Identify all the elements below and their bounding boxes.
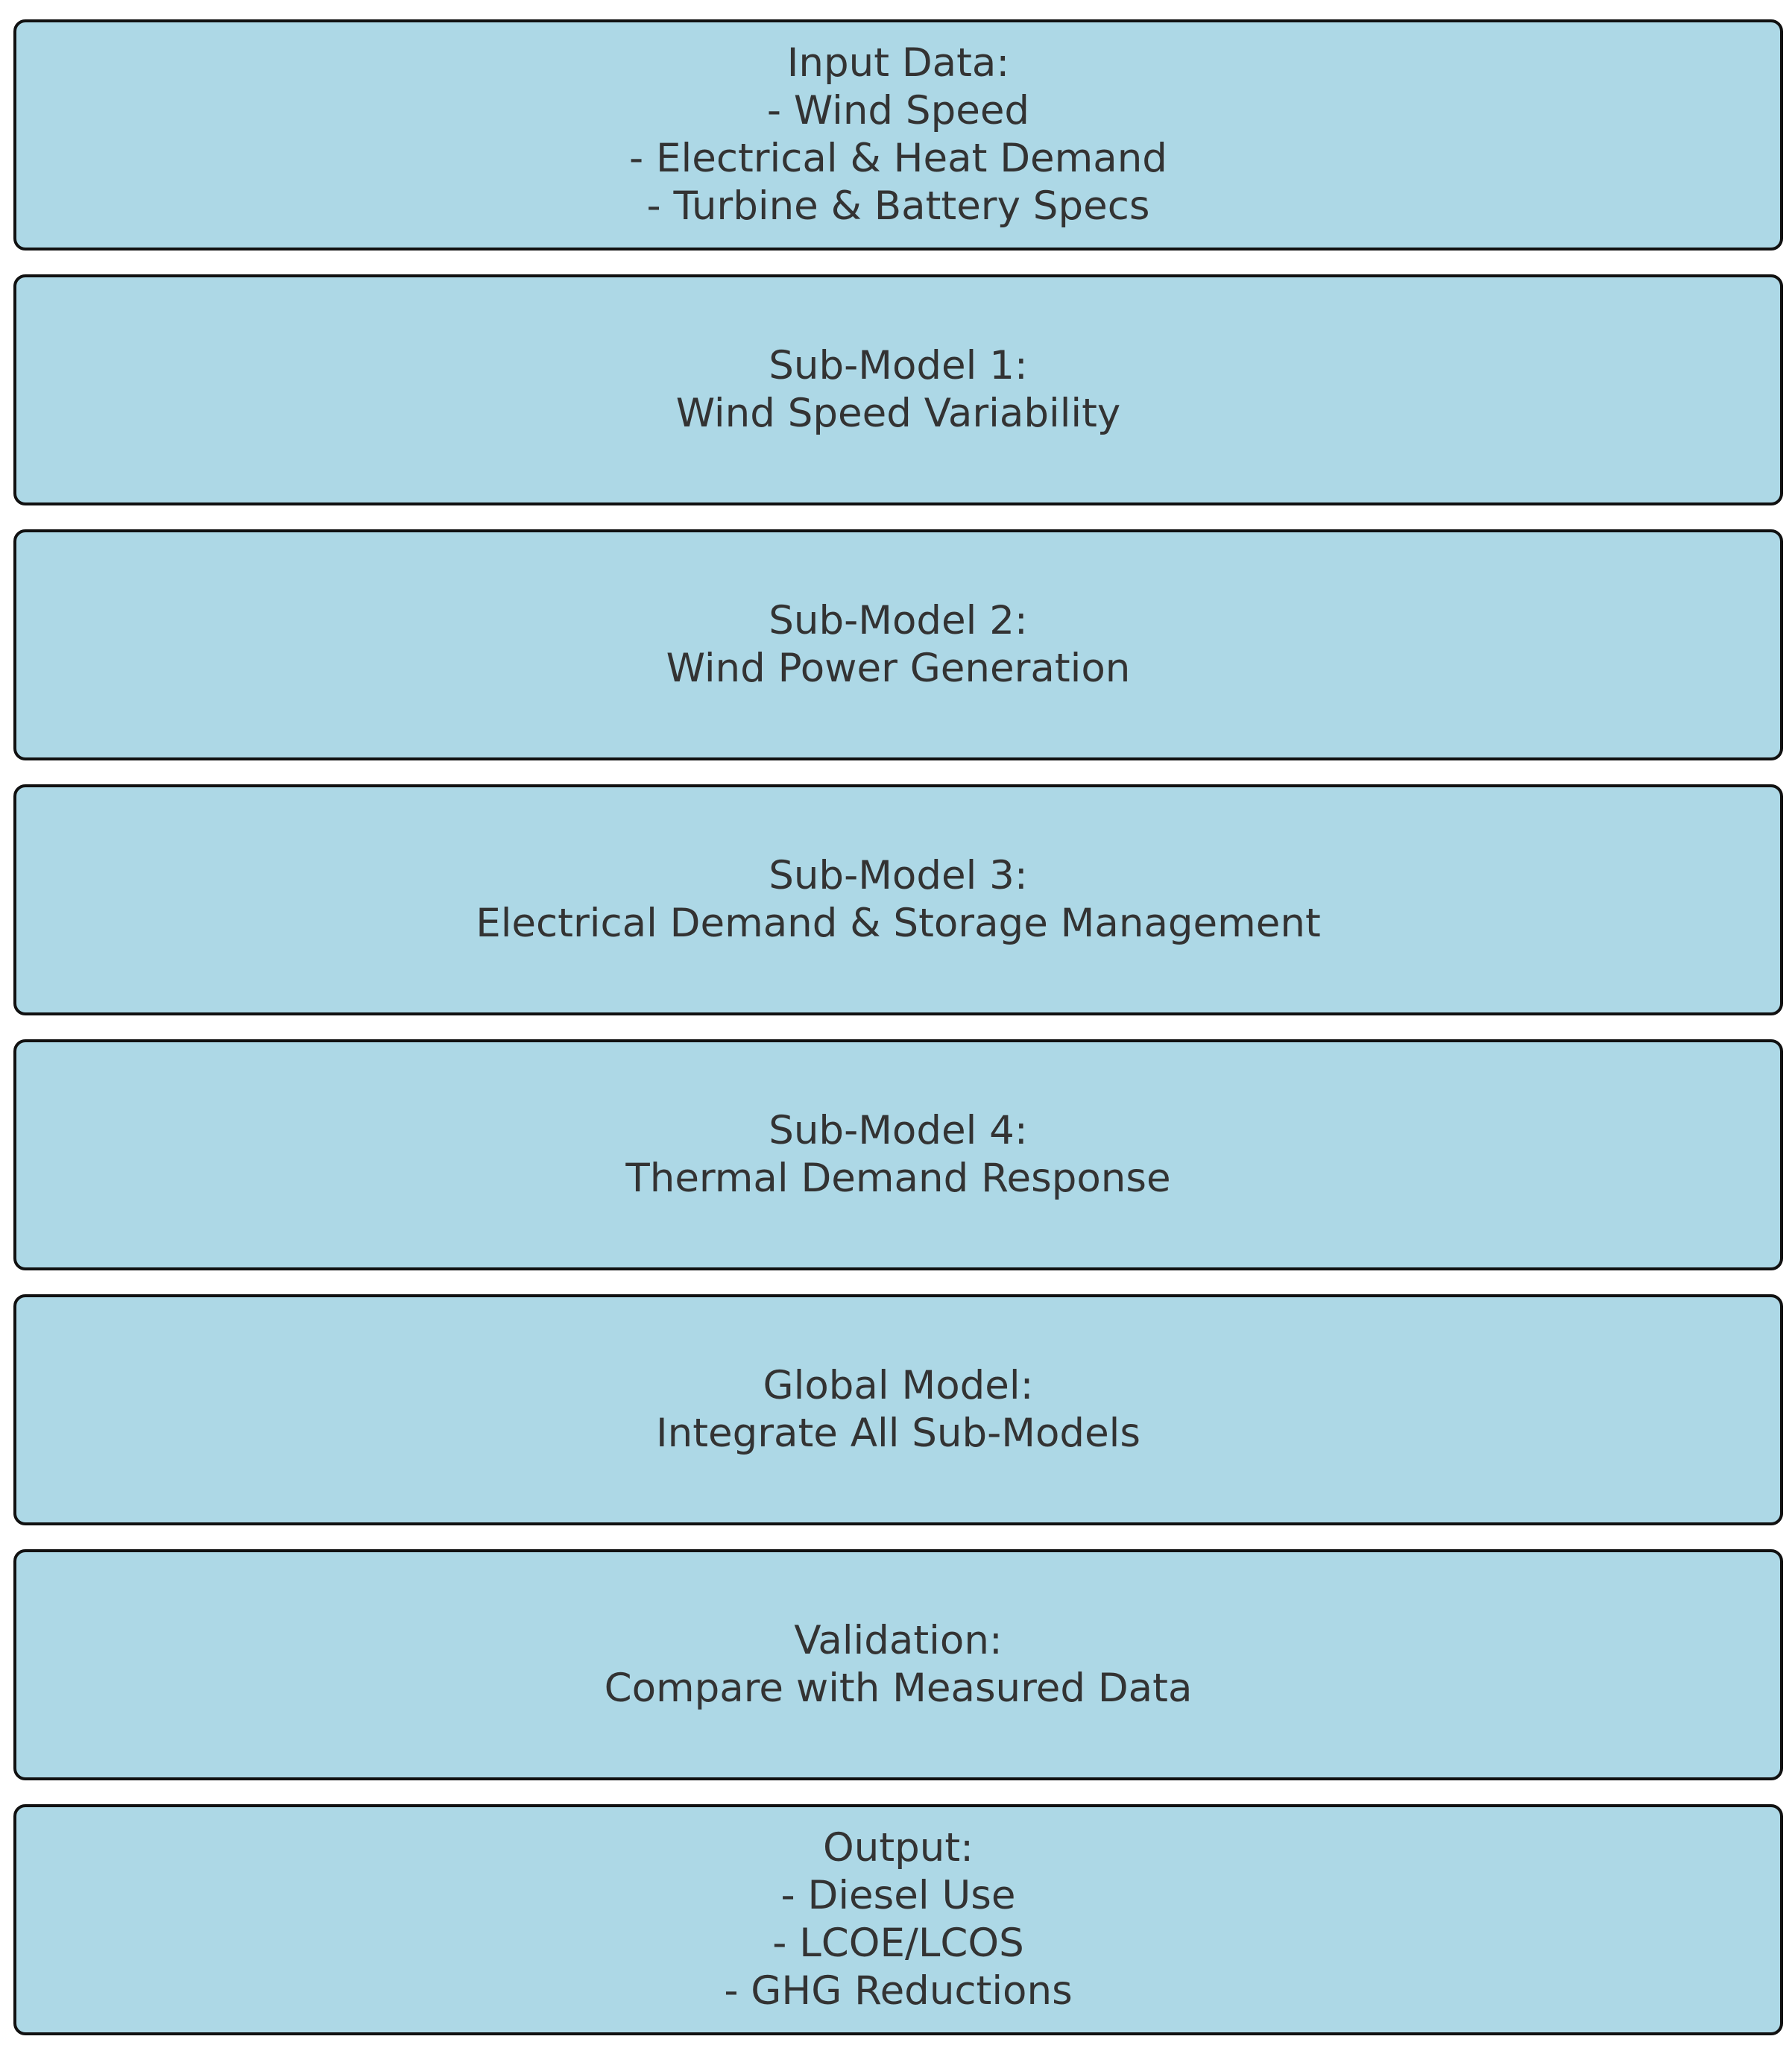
step-line: - LCOE/LCOS (772, 1921, 1024, 1966)
step-heading: Global Model: (763, 1363, 1034, 1408)
step-text (676, 342, 1121, 438)
step-text (629, 40, 1167, 230)
step-line: - Wind Speed (766, 88, 1030, 133)
step-heading: Output: (823, 1825, 974, 1871)
step-heading: Input Data: (786, 40, 1010, 86)
flowchart-stack (13, 19, 1783, 2035)
step-sub-model-3 (13, 784, 1783, 1015)
step-sub-model-4 (13, 1039, 1783, 1270)
step-sub-model-1 (13, 274, 1783, 505)
step-text (656, 1362, 1140, 1458)
step-heading: Sub-Model 4: (769, 1108, 1028, 1153)
step-text (476, 852, 1321, 948)
step-heading: Sub-Model 3: (769, 853, 1028, 898)
step-line: Thermal Demand Response (625, 1156, 1171, 1201)
step-validation (13, 1549, 1783, 1780)
step-line: - GHG Reductions (724, 1968, 1073, 2014)
step-heading: Sub-Model 1: (769, 343, 1028, 388)
step-text (666, 597, 1131, 693)
step-text (724, 1824, 1072, 2015)
step-line: Wind Speed Variability (675, 391, 1121, 436)
step-line: Integrate All Sub-Models (655, 1411, 1141, 1456)
step-line: Electrical Demand & Storage Management (476, 901, 1321, 946)
step-line: - Diesel Use (780, 1873, 1016, 1918)
step-heading: Sub-Model 2: (769, 598, 1028, 643)
step-line: Wind Power Generation (666, 646, 1131, 691)
step-output (13, 1804, 1783, 2035)
step-sub-model-2 (13, 529, 1783, 760)
step-global-model (13, 1294, 1783, 1525)
step-text (605, 1617, 1193, 1713)
step-line: Compare with Measured Data (604, 1666, 1193, 1711)
step-input-data (13, 19, 1783, 251)
step-line: - Electrical & Heat Demand (629, 136, 1167, 181)
step-heading: Validation: (794, 1618, 1003, 1663)
step-text (625, 1107, 1170, 1203)
step-line: - Turbine & Battery Specs (646, 183, 1150, 229)
